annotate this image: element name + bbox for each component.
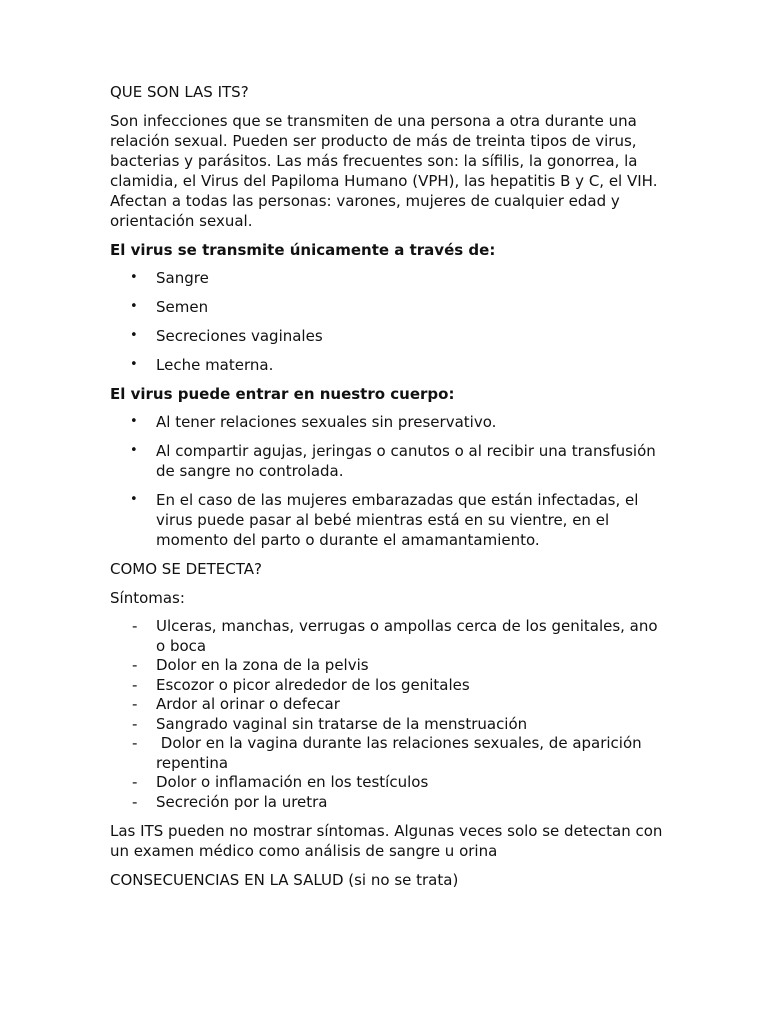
heading-que-son-las-its: QUE SON LAS ITS? [110, 83, 249, 101]
list-item-text: Dolor en la zona de la pelvis [156, 656, 369, 674]
list-item [110, 268, 670, 288]
list-item [110, 617, 670, 656]
list-item-text: Secreciones vaginales [156, 327, 323, 345]
list-item-text: Escozor o picor alrededor de los genitales [156, 675, 470, 694]
bullet-icon: • [130, 299, 138, 314]
list-item-text: Secreción por la uretra [156, 792, 328, 811]
list-item-text: En el caso de las mujeres embarazadas que están infectadas, el virus puede pasar al bebé mientras está en su vientre, en el momento del parto o durante el amamantamiento. [156, 491, 639, 549]
entry-list [110, 412, 670, 550]
list-item [110, 490, 670, 550]
list-item-text: Sangrado vaginal sin tratarse de la menstruación [156, 714, 528, 733]
dash-icon: - [132, 675, 138, 694]
list-item-text: Ulceras, manchas, verrugas o ampollas cerca de los genitales, ano o boca [156, 617, 658, 655]
entry-heading: El virus puede entrar en nuestro cuerpo: [110, 385, 455, 403]
symptoms-list [110, 617, 670, 812]
list-item-text: Dolor o inflamación en los testículos [156, 773, 429, 791]
list-item [110, 734, 670, 773]
list-item [110, 793, 670, 813]
list-item-text: Ardor al orinar o defecar [156, 695, 340, 713]
bullet-icon: • [130, 492, 138, 507]
dash-icon: - [132, 695, 138, 713]
bullet-icon: • [130, 270, 138, 285]
transmission-list [110, 268, 670, 375]
bullet-icon: • [130, 328, 138, 343]
list-item-text: Al tener relaciones sexuales sin preservativo. [156, 413, 497, 431]
list-item [110, 412, 670, 432]
symptoms-label: Síntomas: [110, 589, 185, 607]
list-item [110, 773, 670, 793]
intro-paragraph: Son infecciones que se transmiten de una persona a otra durante una relación sexual. Pueden ser producto de más de treinta tipos de virus, bacterias y parásitos. Las más frecuentes son: la sífilis, la gonorrea, la clamidia, el Virus del Papiloma Humano (VPH), las hepatitis B y C, el VIH. Afectan a todas las personas: varones, mujeres de cualquier edad y orientación sexual. [110, 112, 658, 230]
list-item-text: Al compartir agujas, jeringas o canutos o al recibir una transfusión de sangre no controlada. [156, 442, 656, 480]
bullet-icon: • [130, 443, 138, 458]
transmission-heading: El virus se transmite únicamente a través de: [110, 241, 496, 259]
list-item [110, 297, 670, 317]
list-item [110, 441, 670, 481]
list-item [110, 326, 670, 346]
consequences-heading: CONSECUENCIAS EN LA SALUD (si no se trata) [110, 871, 459, 889]
bullet-icon: • [130, 357, 138, 372]
bullet-icon: • [130, 414, 138, 429]
list-item [110, 715, 670, 735]
dash-icon: - [132, 792, 138, 811]
list-item-text: Leche materna. [156, 356, 274, 374]
list-item-text: Dolor en la vagina durante las relaciones sexuales, de aparición repentina [156, 734, 647, 772]
list-item [110, 695, 670, 715]
dash-icon: - [132, 656, 138, 674]
document-page [110, 82, 670, 899]
dash-icon: - [132, 714, 138, 733]
list-item [110, 676, 670, 696]
list-item-text: Sangre [156, 269, 209, 287]
dash-icon: - [132, 773, 138, 791]
list-item [110, 656, 670, 676]
list-item [110, 355, 670, 375]
dash-icon: - [132, 734, 138, 752]
no-symptoms-paragraph: Las ITS pueden no mostrar síntomas. Algunas veces solo se detectan con un examen médico como análisis de sangre u orina [110, 822, 663, 860]
dash-icon: - [132, 617, 138, 635]
list-item-text: Semen [156, 298, 209, 316]
detect-heading: COMO SE DETECTA? [110, 560, 262, 578]
